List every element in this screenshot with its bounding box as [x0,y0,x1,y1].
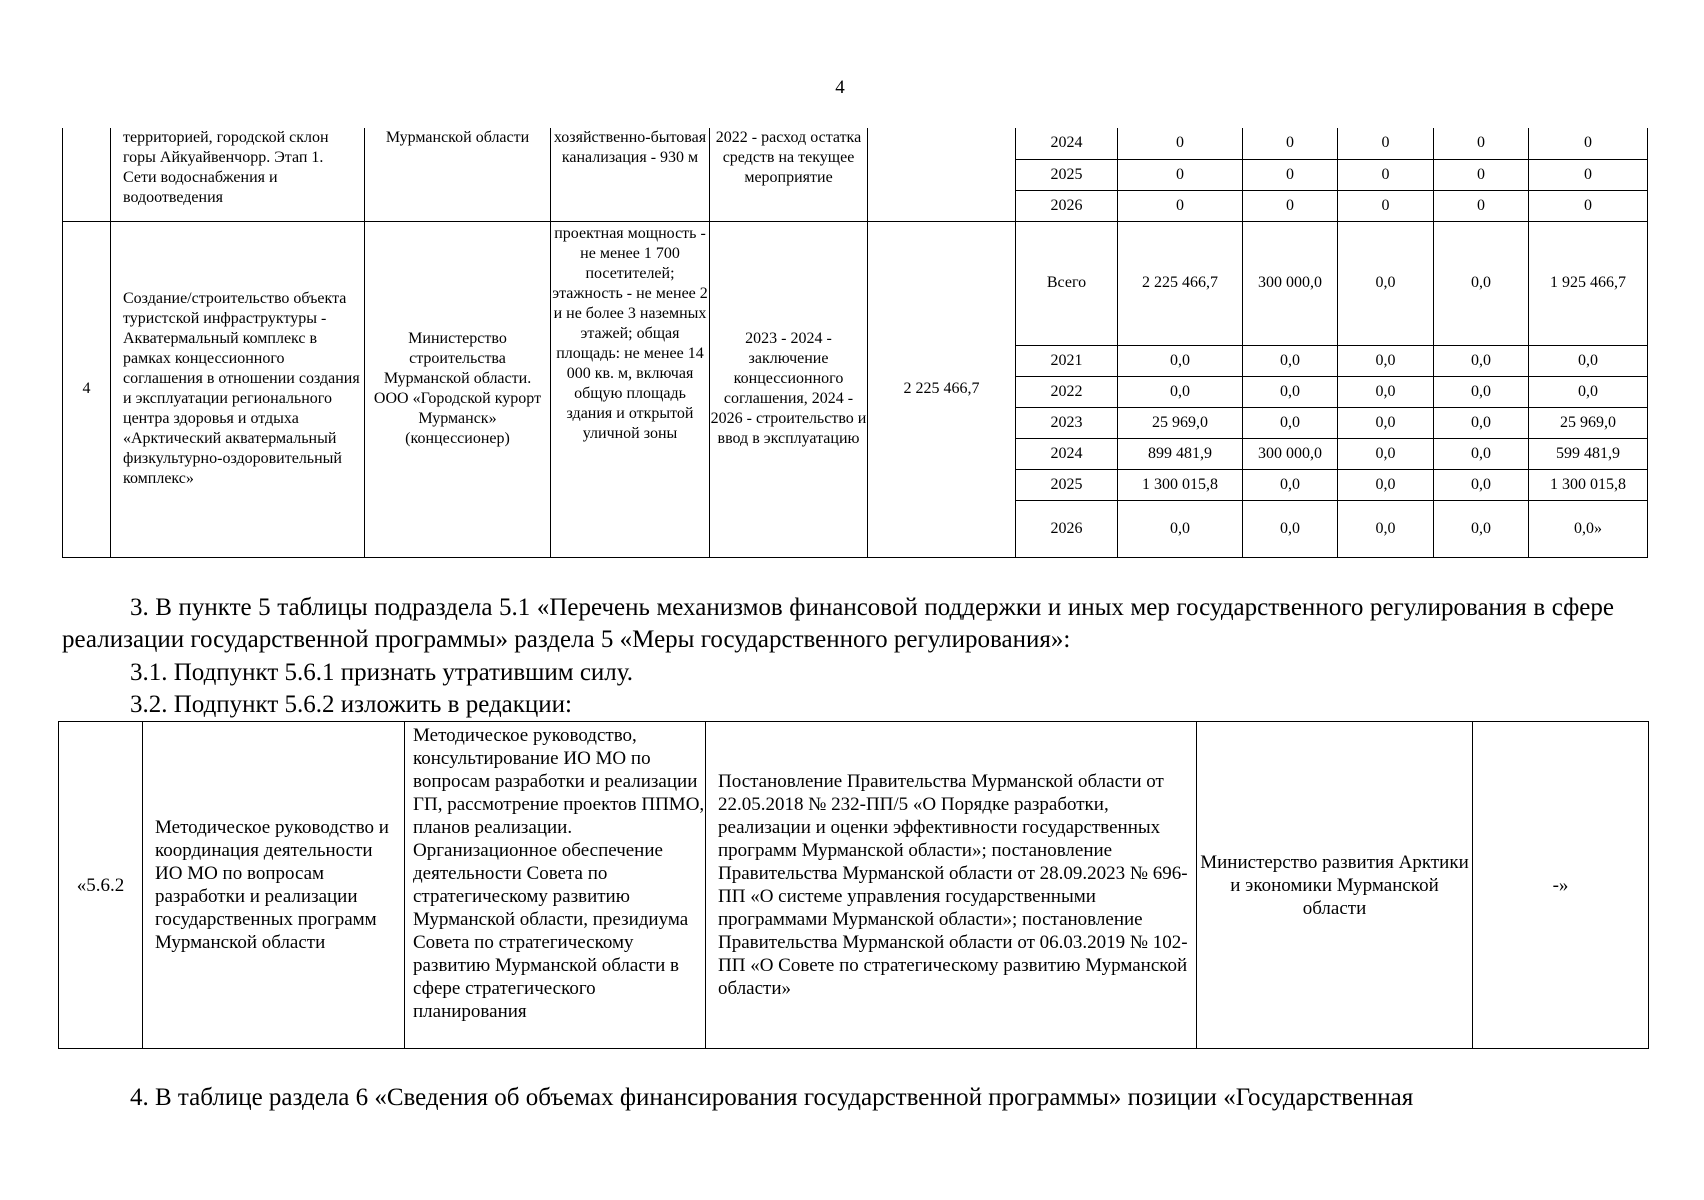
value-cell: 2 225 466,7 [1118,221,1243,345]
value-cell: 0 [1434,159,1529,190]
value-cell: 0 [1529,190,1648,221]
executor-cell: Министерство строительства Мурманской области. ООО «Городской курорт Мурманск» (концессионер) [365,221,551,557]
paragraph-3-2: 3.2. Подпункт 5.6.2 изложить в редакции: [130,691,573,718]
value-cell: 0 [1529,159,1648,190]
value-cell: 0,0 [1338,469,1434,500]
value-cell: 0,0 [1243,407,1338,438]
year-cell: 2025 [1016,469,1118,500]
value-cell: 0 [1338,159,1434,190]
value-cell: 0 [1243,128,1338,159]
measure-description-text: Методическое руководство, консультирование ИО МО по вопросам разработки и реализации ГП, рассмотрение проектов ППМО, планов реализации. Организационное обеспечение деятельности Совета по стратегическому развитию Мурманской области, президиума Совета по стратегическому развитию Мурманской области в сфере стратегического планирования [413,725,705,1022]
parameters-cell [551,221,710,557]
value-cell: 0,0» [1529,500,1648,557]
parameters-text: проектная мощность - не менее 1 700 посетителей; этажность - не менее 2 и не более 3 наземных этажей; общая площадь: не менее 14 000 кв. м, включая общую площадь здания и открытой уличной зоны [552,225,708,442]
value-cell: 0,0 [1118,376,1243,407]
value-cell: 0,0 [1434,221,1529,345]
value-cell: 0,0 [1434,469,1529,500]
value-cell: 0 [1434,190,1529,221]
value-cell: 0 [1529,128,1648,159]
paragraph-4: 4. В таблице раздела 6 «Сведения об объемах финансирования государственной программы» позиции «Государственная [130,1084,1414,1111]
value-cell: 300 000,0 [1243,221,1338,345]
value-cell: 0,0 [1243,500,1338,557]
page-number: 4 [835,77,845,98]
measure-name-cell: Методическое руководство и координация деятельности ИО МО по вопросам разработки и реализации государственных программ Мурманской области [143,722,405,1049]
value-cell: 0 [1118,190,1243,221]
year-cell: 2024 [1016,438,1118,469]
responsible-executor-cell: Министерство развития Арктики и экономики Мурманской области [1197,722,1473,1049]
value-cell: 0,0 [1338,376,1434,407]
value-cell: 0 [1338,190,1434,221]
value-cell: 0 [1243,190,1338,221]
legal-basis-cell: Постановление Правительства Мурманской области от 22.05.2018 № 232-ПП/5 «О Порядке разработки, реализации и оценки эффективности государственных программ Мурманской области»; постановление Правительства Мурманской области от 28.09.2023 № 696-ПП «О системе управления государственными программами Мурманской области»; постановление Правительства Мурманской области от 06.03.2019 № 102-ПП «О Совете по стратегическому развитию Мурманской области» [706,722,1197,1049]
deadline-cell: 2023 - 2024 - заключение концессионного соглашения, 2024 - 2026 - строительство и ввод в эксплуатацию [710,221,868,557]
year-cell: 2022 [1016,376,1118,407]
value-cell: 300 000,0 [1243,438,1338,469]
value-cell: 0 [1118,159,1243,190]
table-row [63,128,1648,159]
parameters-cell: хозяйственно-бытовая канализация - 930 м [551,128,710,221]
year-cell: 2026 [1016,190,1118,221]
value-cell: 0,0 [1243,376,1338,407]
year-cell: 2025 [1016,159,1118,190]
item-number-cell [63,128,111,221]
value-cell: 0 [1243,159,1338,190]
deadline-cell: 2022 - расход остатка средств на текущее мероприятие [710,128,868,221]
value-cell: 1 300 015,8 [1529,469,1648,500]
year-cell: 2023 [1016,407,1118,438]
value-cell: 0,0 [1118,500,1243,557]
item-number-cell: 4 [63,221,111,557]
value-cell: 0,0 [1338,221,1434,345]
measures-table [58,721,1649,1049]
measure-description-cell [405,722,706,1049]
paragraph-3: 3. В пункте 5 таблицы подраздела 5.1 «Перечень механизмов финансовой поддержки и иных мер государственного регулирования в сфере реализации государственной программы» раздела 5 «Меры государственного регулирования»: [62,594,1614,653]
value-cell: 0,0 [1118,345,1243,376]
value-cell: 0,0 [1243,345,1338,376]
closing-cell: -» [1473,722,1649,1049]
table-row [59,722,1649,1049]
value-cell: 0,0 [1338,407,1434,438]
value-cell: 0 [1434,128,1529,159]
financing-table [62,128,1648,558]
value-cell: 0,0 [1338,438,1434,469]
value-cell: 0 [1338,128,1434,159]
value-cell: 0,0 [1243,469,1338,500]
year-cell: 2021 [1016,345,1118,376]
value-cell: 0,0 [1434,500,1529,557]
subitem-number-cell: «5.6.2 [59,722,143,1049]
value-cell: 0,0 [1434,345,1529,376]
year-cell: Всего [1016,221,1118,345]
value-cell: 0,0 [1434,407,1529,438]
item-name-cell: территорией, городской склон горы Айкуайвенчорр. Этап 1. Сети водоснабжения и водоотведения [111,128,365,221]
value-cell: 25 969,0 [1118,407,1243,438]
value-cell: 899 481,9 [1118,438,1243,469]
year-cell: 2024 [1016,128,1118,159]
paragraph-3-1: 3.1. Подпункт 5.6.1 признать утратившим силу. [130,659,634,686]
table-row [63,221,1648,345]
value-cell: 0,0 [1434,376,1529,407]
value-cell: 0 [1118,128,1243,159]
cost-cell [868,128,1016,221]
executor-cell: Мурманской области [365,128,551,221]
cost-cell: 2 225 466,7 [868,221,1016,557]
value-cell: 0,0 [1338,500,1434,557]
value-cell: 1 300 015,8 [1118,469,1243,500]
value-cell: 0,0 [1434,438,1529,469]
year-cell: 2026 [1016,500,1118,557]
value-cell: 1 925 466,7 [1529,221,1648,345]
item-name-cell: Создание/строительство объекта туристской инфраструктуры - Акватермальный комплекс в рамках концессионного соглашения в отношении создания и эксплуатации регионального центра здоровья и отдыха «Арктический акватермальный физкультурно-оздоровительный комплекс» [111,221,365,557]
value-cell: 0,0 [1529,376,1648,407]
value-cell: 0,0 [1338,345,1434,376]
value-cell: 599 481,9 [1529,438,1648,469]
value-cell: 0,0 [1529,345,1648,376]
value-cell: 25 969,0 [1529,407,1648,438]
